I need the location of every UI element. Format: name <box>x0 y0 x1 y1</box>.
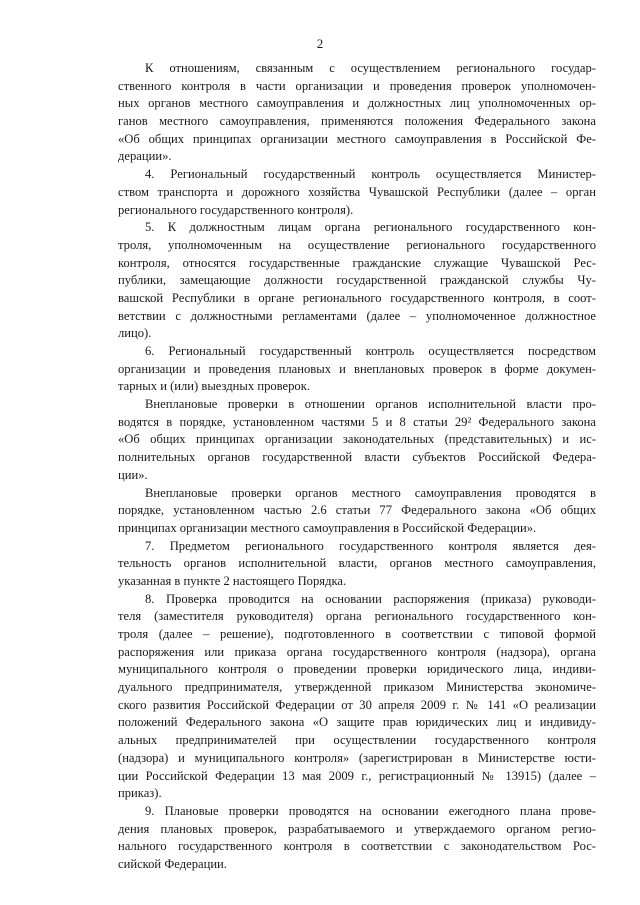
text-line: «Об общих принципах организации местного самоуправления в Российской Фе- <box>118 131 596 146</box>
text-line: указанная в пункте 2 настоящего Порядка. <box>118 573 347 588</box>
text-line: порядке, установленном частью 2.6 статьи 77 Федерального закона «Об общих <box>118 503 596 518</box>
text-line: дуального предпринимателя, утвержденной приказом Министерства экономиче- <box>118 680 596 695</box>
text-line: альных предпринимателей при осуществлении государственного контроля <box>118 733 596 748</box>
text-line: тельность органов исполнительной власти, органов местного самоуправления, <box>118 556 596 571</box>
text-line: приказ). <box>118 786 162 801</box>
text-line: 8. Проверка проводится на основании распоряжения (приказа) руководи- <box>145 591 596 606</box>
text-line: публики, замещающие должности государственной гражданской службы Чу- <box>118 273 596 288</box>
document-body <box>118 60 596 874</box>
text-line: 5. К должностным лицам органа регионального государственного кон- <box>145 220 596 235</box>
text-line: ветствии с должностными регламентами (далее – уполномоченное должностное <box>118 308 596 323</box>
text-line: распоряжения или приказа органа государственного контроля (надзора), органа <box>118 644 596 659</box>
text-line: ганов местного самоуправления, применяются положения Федерального закона <box>118 114 596 129</box>
text-line: троля, уполномоченным на осуществление регионального государственного <box>118 237 596 252</box>
text-line: организации и проведения плановых и внеплановых проверок в форме докумен- <box>118 361 596 376</box>
text-line: ского развития Российской Федерации от 30 апреля 2009 г. № 141 «О реализации <box>118 697 596 712</box>
text-line: Внеплановые проверки органов местного самоуправления проводятся в <box>145 485 596 500</box>
text-line: дерации». <box>118 149 172 164</box>
text-line: водятся в порядке, установленном частями 5 и 8 статьи 29² Федерального закона <box>118 414 596 429</box>
text-line: теля (заместителя руководителя) органа регионального государственного кон- <box>118 609 596 624</box>
text-line: К отношениям, связанным с осуществлением регионального государ- <box>145 61 596 75</box>
text-line: «Об общих принципах организации законодательных (представительных) и ис- <box>118 432 596 447</box>
text-line: ции Российской Федерации 13 мая 2009 г., регистрационный № 13915) (далее – <box>118 768 596 783</box>
text-line: регионального государственного контроля). <box>118 202 354 217</box>
text-line: вашской Республики в органе регионального государственного контроля, в соот- <box>118 290 596 305</box>
text-line: троля (далее – решение), подготовленного в соответствии с типовой формой <box>118 627 596 641</box>
text-line: полнительных органов государственной власти субъектов Российской Федера- <box>118 450 596 465</box>
text-line: 4. Региональный государственный контроль осуществляется Министер- <box>145 167 596 182</box>
text-line: принципах организации местного самоуправления в Российской Федерации». <box>118 520 537 535</box>
text-line: нального государственного контроля в соответствии с законодательством Рос- <box>118 839 596 854</box>
text-line: дения плановых проверок, разрабатываемого и утверждаемого органом регио- <box>118 821 596 836</box>
text-line: 6. Региональный государственный контроль осуществляется посредством <box>145 344 596 358</box>
text-line: ции». <box>118 467 148 482</box>
text-line: Внеплановые проверки в отношении органов исполнительной власти про- <box>145 397 596 412</box>
text-line: ственного контроля в части организации и проведения проверок уполномочен- <box>118 78 596 93</box>
text-line: 7. Предметом регионального государственного контроля является дея- <box>145 538 596 553</box>
text-line: лицо). <box>118 326 152 341</box>
text-line: сийской Федерации. <box>118 856 227 871</box>
text-line: 9. Плановые проверки проводятся на основании ежегодного плана прове- <box>145 803 596 818</box>
page-number: 2 <box>316 36 324 51</box>
text-line: муниципального контроля о проведении проверки юридического лица, индиви- <box>118 662 596 677</box>
text-line: ных органов местного самоуправления и должностных лиц уполномоченных ор- <box>118 96 596 111</box>
text-line: контроля, относятся государственные гражданские служащие Чувашской Рес- <box>118 255 596 270</box>
text-line: (надзора) и муниципального контроля» (зарегистрирован в Министерстве юсти- <box>118 750 596 765</box>
text-line: тарных и (или) выездных проверок. <box>118 379 310 394</box>
text-line: положений Федерального закона «О защите прав юридических лиц и индивиду- <box>118 715 596 730</box>
text-line: ством транспорта и дорожного хозяйства Чувашской Республики (далее – орган <box>118 184 596 199</box>
